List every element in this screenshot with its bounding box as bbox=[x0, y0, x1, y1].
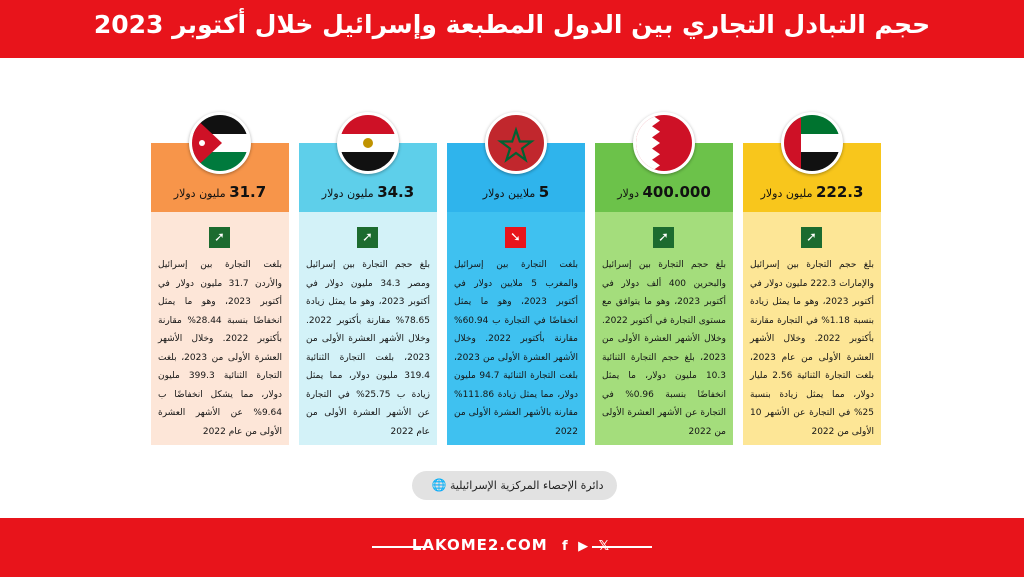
card-description: بلغ حجم التجارة بين إسرائيل والبحرين 400 ألف دولار في أكتوبر 2023، وهو ما يتوافق مع مستوى التجارة في أكتوبر 2022. وخلال الأشهر العشرة الأولى من 2023، بلغ حجم التجارة الثنائية 10.3 مليون دولار، ما يمثل انخفاضًا بنسبة 0.96% في التجارة عن الأشهر العشرة الأولى من 2022 bbox=[602, 260, 727, 437]
header-banner bbox=[0, 0, 1024, 58]
egypt-flag-icon bbox=[337, 112, 399, 174]
value-unit: مليون دولار bbox=[321, 187, 374, 200]
card-description: بلغ حجم التجارة بين إسرائيل والإمارات 222.3 مليون دولار في أكتوبر 2023، وهو ما يمثل زيادة بنسبة 1.18% في التجارة مقارنة بأكتوبر 2022. وخلال الأشهر العشرة الأولى من عام 2023، بلغت التجارة الثنائية 2.56 مليار دولار، مما يمثل زيادة بنسبة 25% في التجارة عن الأشهر 10 الأولى من 2022 bbox=[750, 260, 875, 437]
jordan-flag-icon bbox=[189, 112, 251, 174]
value-unit: دولار bbox=[617, 187, 639, 200]
country-card-morocco bbox=[447, 143, 585, 445]
uae-flag-icon bbox=[781, 112, 843, 174]
trade-value bbox=[447, 183, 585, 201]
source-badge bbox=[412, 471, 617, 500]
country-card-egypt bbox=[299, 143, 437, 445]
country-card-jordan bbox=[151, 143, 289, 445]
value-unit: مليون دولار bbox=[760, 187, 813, 200]
value-number: 222.3 bbox=[815, 183, 864, 201]
card-description: بلغ حجم التجارة بين إسرائيل ومصر 34.3 مليون دولار في أكتوبر 2023، وهو ما يمثل زيادة 78.65% مقارنة بأكتوبر 2022. وخلال الأشهر العشرة الأولى من 2023، بلغت التجارة الثنائية 319.4 مليون دولار، مما يمثل زيادة ب 25.75% في التجارة عن الأشهر العشرة الأولى من عام 2022 bbox=[306, 260, 430, 437]
card-header bbox=[299, 143, 437, 212]
trend-up-arrow-icon: ➚ bbox=[209, 227, 230, 248]
trade-value bbox=[299, 183, 437, 201]
country-card-bahrain bbox=[595, 143, 733, 445]
bahrain-flag-icon bbox=[633, 112, 695, 174]
trend-up-arrow-icon: ➚ bbox=[653, 227, 674, 248]
card-header bbox=[151, 143, 289, 212]
brand-logo-text[interactable]: LAKOME2.COM bbox=[411, 536, 548, 554]
value-unit: مليون دولار bbox=[173, 187, 226, 200]
trend-up-arrow-icon: ➚ bbox=[357, 227, 378, 248]
trend-up-arrow-icon: ➚ bbox=[801, 227, 822, 248]
morocco-flag-icon bbox=[485, 112, 547, 174]
page-title: حجم التبادل التجاري بين الدول المطبعة وإسرائيل خلال أكتوبر 2023 bbox=[93, 10, 931, 39]
card-header bbox=[447, 143, 585, 212]
source-text: دائرة الإحصاء المركزية الإسرائيلية bbox=[449, 479, 604, 492]
card-description: بلغت التجارة بين إسرائيل والأردن 31.7 مليون دولار في أكتوبر 2023، وهو ما يمثل انخفاضًا بنسبة 28.44% مقارنة بأكتوبر 2022. وخلال الأشهر العشرة الأولى من 2023، بلغت التجارة الثنائية 399.3 مليون دولار، مما يشكل انخفاضًا ب 9.64% عن الأشهر العشرة الأولى من عام 2022 bbox=[158, 260, 282, 437]
footer-banner bbox=[0, 518, 1024, 577]
value-number: 5 bbox=[538, 183, 550, 201]
card-header bbox=[743, 143, 881, 212]
globe-icon: 🌐 bbox=[431, 478, 447, 492]
trade-value bbox=[151, 183, 289, 201]
value-number: 400.000 bbox=[642, 183, 711, 201]
brand-row bbox=[0, 536, 1024, 554]
value-unit: ملايين دولار bbox=[482, 187, 536, 200]
value-number: 31.7 bbox=[229, 183, 267, 201]
trade-value bbox=[595, 183, 733, 201]
card-description: بلغت التجارة بين إسرائيل والمغرب 5 ملايين دولار في أكتوبر 2023، وهو ما يمثل انخفاضًا في التجارة ب 60.94% مقارنة بأكتوبر 2022. وخلال الأشهر العشرة الأولى من 2023، بلغت التجارة الثنائية 94.7 مليون دولار، مما يمثل زيادة 111.86% مقارنة بالأشهر العشرة الأولى من 2022 bbox=[454, 260, 579, 437]
social-icons[interactable]: f ▶ 𝕏 bbox=[561, 539, 613, 554]
card-header bbox=[595, 143, 733, 212]
value-number: 34.3 bbox=[377, 183, 415, 201]
trade-value bbox=[743, 183, 881, 201]
country-card-uae bbox=[743, 143, 881, 445]
trend-down-arrow-icon: ➘ bbox=[505, 227, 526, 248]
